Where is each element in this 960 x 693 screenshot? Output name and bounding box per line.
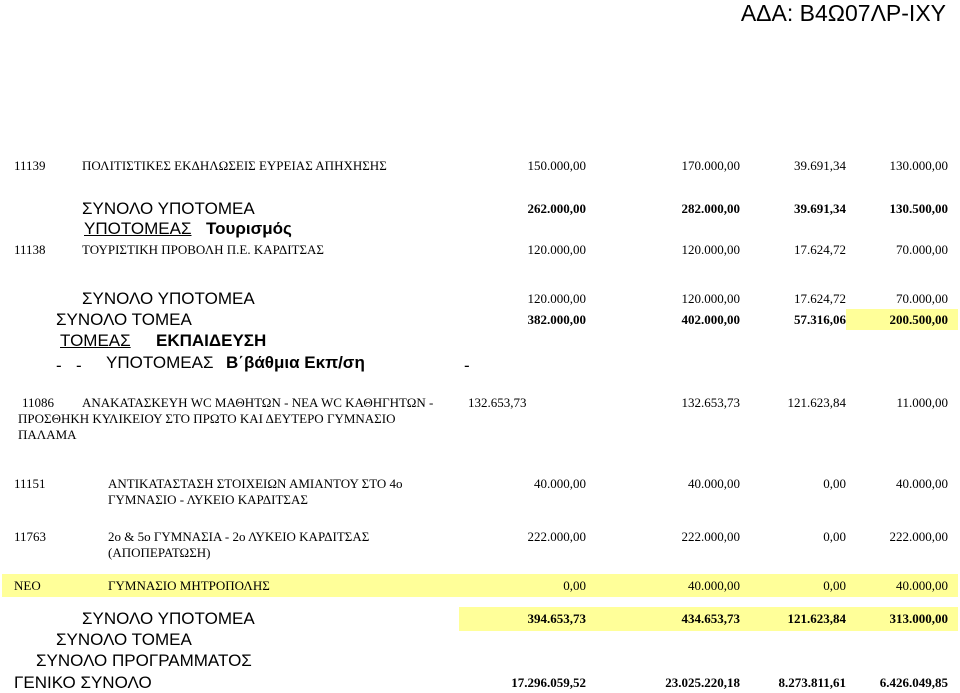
row-value-3: 121.623,84 xyxy=(787,395,846,410)
row-value-2: 132.653,73 xyxy=(681,395,740,410)
total-value-1: 394.653,73 xyxy=(527,611,586,626)
total-value-4: 200.500,00 xyxy=(889,312,948,327)
row-desc: ΓΥΜΝΑΣΙΟ ΜΗΤΡΟΠΟΛΗΣ xyxy=(108,578,270,593)
grand-value-3: 8.273.811,61 xyxy=(778,675,846,690)
grand-value-4: 6.426.049,85 xyxy=(879,675,948,690)
row-code: 11763 xyxy=(14,529,47,544)
row-desc: ΤΟΥΡΙΣΤΙΚΗ ΠΡΟΒΟΛΗ Π.Ε. ΚΑΡΔΙΤΣΑΣ xyxy=(82,242,324,257)
total-value-2: 402.000,00 xyxy=(681,312,740,327)
subsector-total-label: ΣΥΝΟΛΟ ΥΠΟΤΟΜΕΑ xyxy=(82,199,255,218)
row-value-1: 120.000,00 xyxy=(527,242,586,257)
total-value-2: 282.000,00 xyxy=(681,201,740,216)
subsector-total-label: ΣΥΝΟΛΟ ΥΠΟΤΟΜΕΑ xyxy=(82,289,255,308)
total-value-1: 262.000,00 xyxy=(527,201,586,216)
row-value-1: 222.000,00 xyxy=(527,529,586,544)
total-value-1: 120.000,00 xyxy=(527,291,586,306)
total-value-3: 57.316,06 xyxy=(794,312,846,327)
row-value-3: 0,00 xyxy=(823,529,846,544)
grand-value-2: 23.025.220,18 xyxy=(665,675,740,690)
total-value-3: 39.691,34 xyxy=(794,201,846,216)
dash-marker: - xyxy=(76,356,82,375)
row-value-4: 130.000,00 xyxy=(889,158,948,173)
row-value-1: 150.000,00 xyxy=(527,158,586,173)
total-value-1: 382.000,00 xyxy=(527,312,586,327)
row-value-3: 0,00 xyxy=(823,578,846,593)
row-desc-line: 2ο & 5ο ΓΥΜΝΑΣΙΑ - 2ο ΛΥΚΕΙΟ ΚΑΡΔΙΤΣΑΣ xyxy=(108,529,370,544)
total-value-2: 120.000,00 xyxy=(681,291,740,306)
sector-total-label: ΣΥΝΟΛΟ ΤΟΜΕΑ xyxy=(56,310,192,329)
row-value-2: 120.000,00 xyxy=(681,242,740,257)
row-desc-line: ΓΥΜΝΑΣΙΟ - ΛΥΚΕΙΟ ΚΑΡΔΙΤΣΑΣ xyxy=(108,492,308,507)
row-value-2: 222.000,00 xyxy=(681,529,740,544)
sector-total-label: ΣΥΝΟΛΟ ΤΟΜΕΑ xyxy=(56,630,192,649)
row-value-2: 40.000,00 xyxy=(688,476,740,491)
total-value-3: 17.624,72 xyxy=(794,291,846,306)
row-desc-line: ΠΑΛΑΜΑ xyxy=(18,427,77,442)
total-value-2: 434.653,73 xyxy=(681,611,740,626)
row-value-3: 39.691,34 xyxy=(794,158,846,173)
row-value-4: 11.000,00 xyxy=(896,395,948,410)
row-desc-line: (ΑΠΟΠΕΡΑΤΩΣΗ) xyxy=(108,545,211,560)
subsector-name: Τουρισμός xyxy=(206,219,292,238)
row-value-4: 40.000,00 xyxy=(896,476,948,491)
total-value-4: 70.000,00 xyxy=(896,291,948,306)
subsector-label: ΥΠΟΤΟΜΕΑΣ xyxy=(84,219,192,238)
row-value-3: 17.624,72 xyxy=(794,242,846,257)
total-value-4: 313.000,00 xyxy=(889,611,948,626)
row-desc: ΠΟΛΙΤΙΣΤΙΚΕΣ ΕΚΔΗΛΩΣΕΙΣ ΕΥΡΕΙΑΣ ΑΠΗΧΗΣΗΣ xyxy=(82,158,387,173)
ada-header: ΑΔΑ: Β4Ω07ΛΡ-ΙΧΥ xyxy=(740,0,946,26)
row-value-3: 0,00 xyxy=(823,476,846,491)
grand-total-label: ΓΕΝΙΚΟ ΣΥΝΟΛΟ xyxy=(14,673,152,692)
subsector-total-label: ΣΥΝΟΛΟ ΥΠΟΤΟΜΕΑ xyxy=(82,609,255,628)
grand-value-1: 17.296.059,52 xyxy=(511,675,586,690)
dash-marker: - xyxy=(56,356,62,375)
row-value-4: 40.000,00 xyxy=(896,578,948,593)
row-value-1: 40.000,00 xyxy=(534,476,586,491)
row-value-1: 0,00 xyxy=(563,578,586,593)
row-desc-line: ΑΝΤΙΚΑΤΑΣΤΑΣΗ ΣΤΟΙΧΕΙΩΝ ΑΜΙΑΝΤΟΥ ΣΤΟ 4ο xyxy=(108,476,403,491)
row-code: 11138 xyxy=(14,242,46,257)
row-code: 11086 xyxy=(22,395,55,410)
row-value-4: 222.000,00 xyxy=(889,529,948,544)
row-code: ΝΕΟ xyxy=(14,578,41,593)
total-value-4: 130.500,00 xyxy=(889,201,948,216)
total-value-3: 121.623,84 xyxy=(787,611,846,626)
sector-label: ΤΟΜΕΑΣ xyxy=(60,331,131,350)
sector-name: ΕΚΠΑΙΔΕΥΣΗ xyxy=(156,331,267,350)
row-desc-line: ΑΝΑΚΑΤΑΣΚΕΥΗ WC ΜΑΘΗΤΩΝ - ΝΕΑ WC ΚΑΘΗΓΗΤΩΝ - xyxy=(82,395,434,410)
row-value-2: 170.000,00 xyxy=(681,158,740,173)
row-value-1: 132.653,73 xyxy=(468,395,527,410)
row-code: 11139 xyxy=(14,158,46,173)
row-value-4: 70.000,00 xyxy=(896,242,948,257)
subsector-label: ΥΠΟΤΟΜΕΑΣ xyxy=(106,353,214,372)
row-value-2: 40.000,00 xyxy=(688,578,740,593)
subsector-name: Β΄βάθμια Εκπ/ση xyxy=(226,353,365,372)
program-total-label: ΣΥΝΟΛΟ ΠΡΟΓΡΑΜΜΑΤΟΣ xyxy=(36,651,252,670)
dash-marker: - xyxy=(464,356,470,375)
row-desc-line: ΠΡΟΣΘΗΚΗ ΚΥΛΙΚΕΙΟΥ ΣΤΟ ΠΡΩΤΟ ΚΑΙ ΔΕΥΤΕΡΟ ΓΥΜΝΑΣΙΟ xyxy=(18,411,396,426)
row-code: 11151 xyxy=(14,476,46,491)
